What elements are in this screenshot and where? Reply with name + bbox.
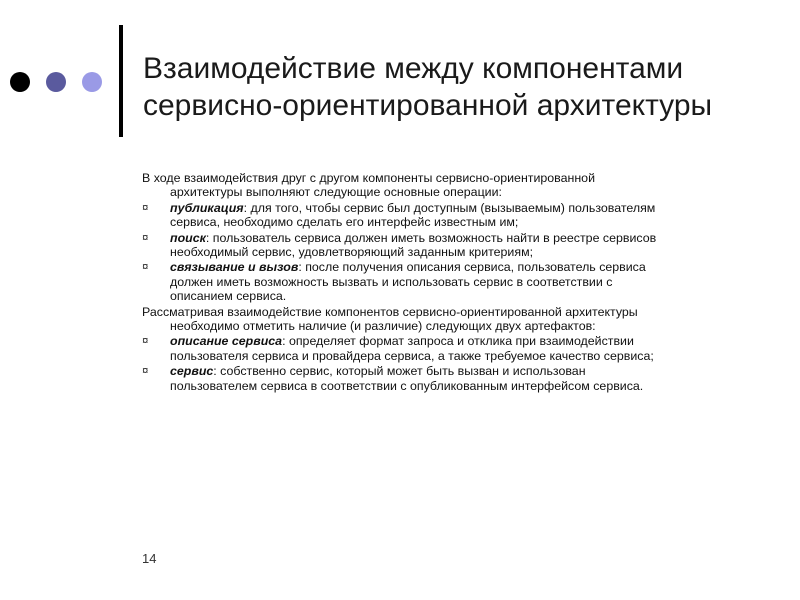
artifact-line-2: пользователя сервиса и провайдера сервиса, а также требуемое качество сервиса; <box>170 348 654 363</box>
artifacts-intro-line-2: необходимо отметить наличие (и различие) следующих двух артефактов: <box>170 319 596 334</box>
operation-line-1 <box>170 260 772 274</box>
operation-term: поиск <box>170 230 206 245</box>
intro-line-2: архитектуры выполняют следующие основные операции: <box>170 185 502 200</box>
artifact-text: : определяет формат запроса и отклика при взаимодействии <box>282 334 634 349</box>
operation-term: публикация <box>170 200 244 215</box>
operation-line-1 <box>170 201 772 215</box>
intro-line-1: В ходе взаимодействия друг с другом компоненты сервисно-ориентированной <box>142 171 595 185</box>
intro-paragraph <box>142 171 772 200</box>
artifacts-intro-line-1: Рассматривая взаимодействие компонентов сервисно-ориентированной архитектуры <box>142 304 638 319</box>
artifact-line-1 <box>170 364 772 378</box>
bullet-marker-icon: ¤ <box>142 201 149 214</box>
operation-text: : пользователь сервиса должен иметь возможность найти в реестре сервисов <box>205 230 657 245</box>
slide-body <box>142 171 772 394</box>
operation-line-2: сервиса, необходимо сделать его интерфейс известным им; <box>170 215 519 230</box>
bullet-marker-icon: ¤ <box>142 365 149 378</box>
title-divider-bar <box>119 25 123 137</box>
artifact-line-2: пользователем сервиса в соответствии с опубликованным интерфейсом сервиса. <box>170 378 644 393</box>
operation-line-2: должен иметь возможность вызвать и использовать сервис в соответствии с <box>170 274 613 289</box>
title-line-1: Взаимодействие между компонентами <box>143 52 684 85</box>
artifact-item-service <box>142 364 772 393</box>
title-line-2: сервисно-ориентированной архитектуры <box>143 89 713 122</box>
operation-item-search <box>142 231 772 260</box>
operation-text: : после получения описания сервиса, пользователь сервиса <box>298 260 646 275</box>
artifact-item-service-description <box>142 334 772 363</box>
dot-light-blue-icon <box>82 72 102 92</box>
artifact-text: : собственно сервис, который может быть вызван и использован <box>213 364 586 379</box>
dot-black-icon <box>10 72 30 92</box>
operation-line-2: необходимый сервис, удовлетворяющий заданным критериям; <box>170 245 534 260</box>
operation-item-publication <box>142 201 772 230</box>
artifacts-intro-paragraph <box>142 305 772 334</box>
operation-line-1 <box>170 231 772 245</box>
artifact-term: сервис <box>170 364 214 379</box>
artifact-term: описание сервиса <box>170 334 283 349</box>
page-number: 14 <box>142 551 157 566</box>
bullet-marker-icon: ¤ <box>142 335 149 348</box>
operation-item-binding <box>142 260 772 303</box>
bullet-marker-icon: ¤ <box>142 261 149 274</box>
slide-title <box>143 50 783 124</box>
operation-line-3: описанием сервиса. <box>170 289 287 304</box>
bullet-marker-icon: ¤ <box>142 231 149 244</box>
dot-dark-blue-icon <box>46 72 66 92</box>
operation-term: связывание и вызов <box>170 260 299 275</box>
decorative-dots <box>10 72 105 94</box>
artifact-line-1 <box>170 334 772 348</box>
operation-text: : для того, чтобы сервис был доступным (вызываемым) пользователям <box>243 200 656 215</box>
